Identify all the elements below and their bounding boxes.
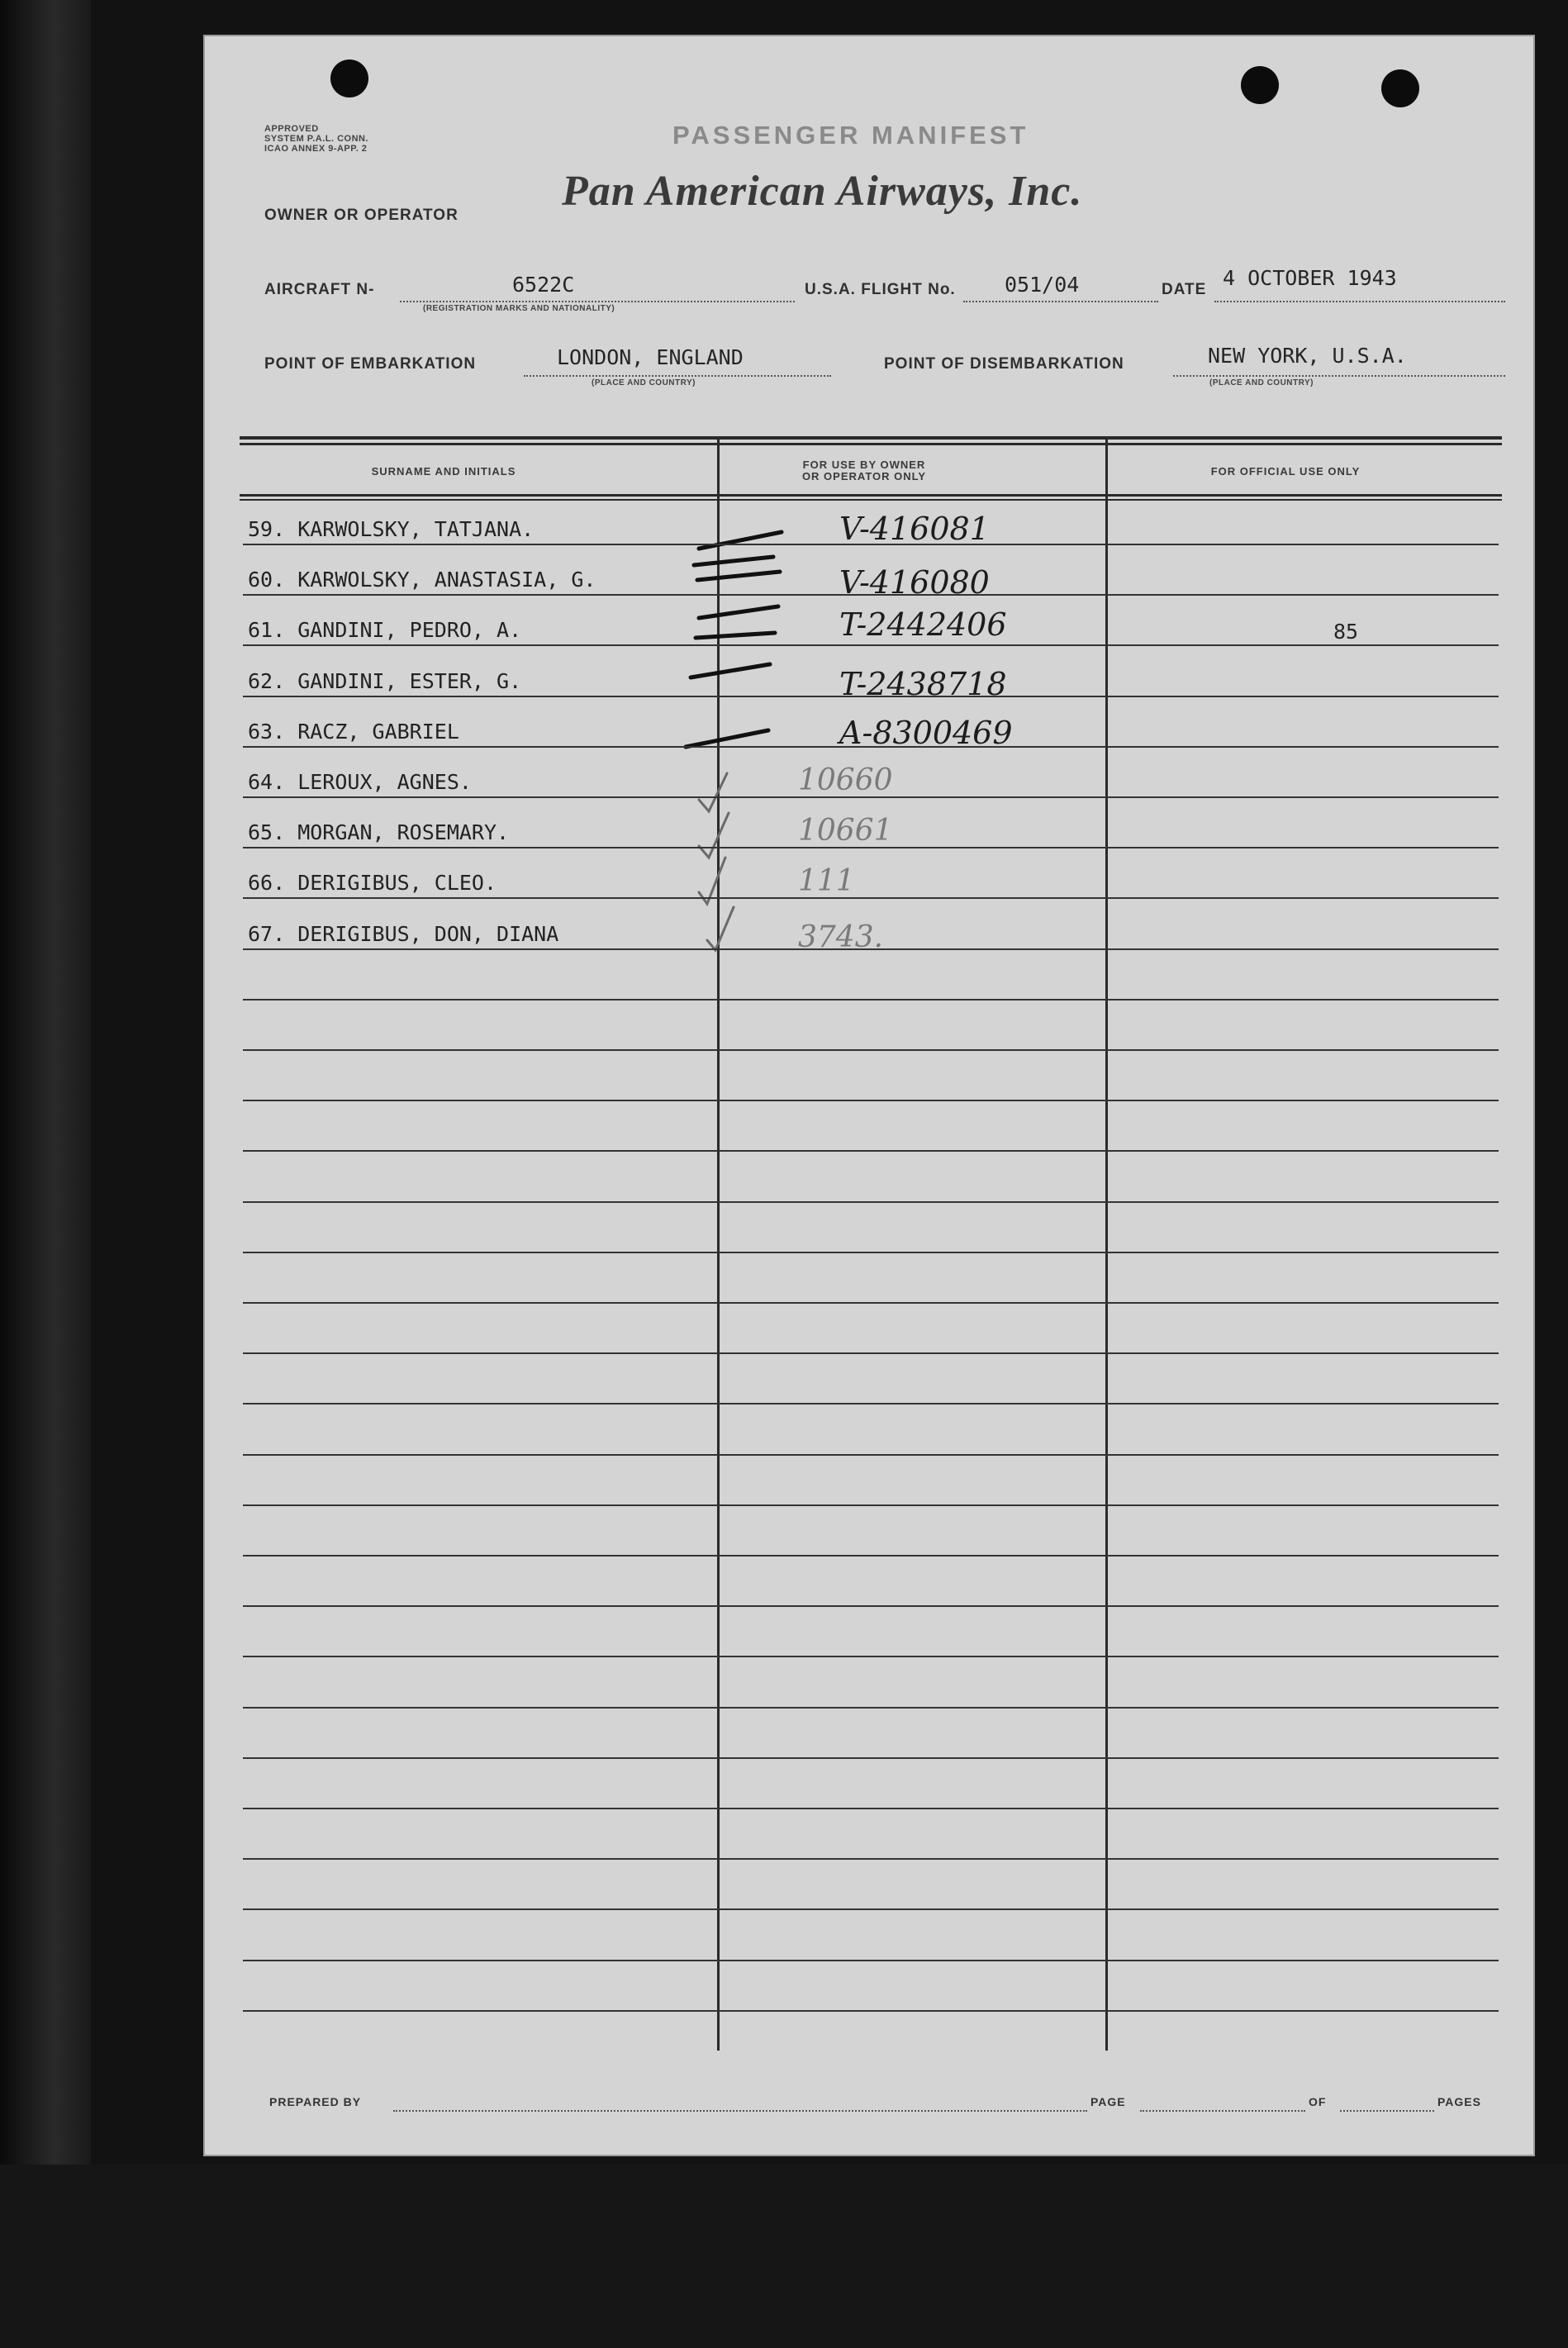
dash-mark <box>697 572 780 580</box>
passenger-name: 64. LEROUX, AGNES. <box>248 770 472 794</box>
aircraft-label: AIRCRAFT N- <box>264 281 375 298</box>
row-rule <box>243 1808 1499 1809</box>
official-code: 85 <box>1333 620 1359 644</box>
passenger-name: 65. MORGAN, ROSEMARY. <box>248 820 510 844</box>
passenger-name: 61. GANDINI, PEDRO, A. <box>248 618 522 642</box>
passenger-name: 63. RACZ, GABRIEL <box>248 720 459 744</box>
column-header-official: FOR OFFICIAL USE ONLY <box>1210 465 1361 478</box>
flight-label: U.S.A. FLIGHT No. <box>805 281 956 298</box>
stamp-line: SYSTEM P.A.L. CONN. <box>264 134 369 144</box>
of-line <box>1340 2110 1434 2112</box>
row-rule <box>243 1605 1499 1607</box>
passenger-name: 66. DERIGIBUS, CLEO. <box>248 871 497 895</box>
document-number: T-2438718 <box>839 666 1007 702</box>
row-rule <box>243 1049 1499 1051</box>
document-number: 3743. <box>798 920 884 954</box>
row-rule <box>243 1757 1499 1759</box>
approval-stamp <box>264 124 368 154</box>
embarkation-value: LONDON, ENGLAND <box>557 345 744 369</box>
header-bottom-rule <box>240 494 1502 497</box>
row-rule <box>243 1302 1499 1304</box>
row-rule <box>243 1352 1499 1354</box>
row-rule <box>243 1100 1499 1101</box>
film-frame-left <box>0 0 91 2348</box>
dash-mark <box>696 633 775 638</box>
row-rule <box>243 1707 1499 1709</box>
row-rule <box>243 1252 1499 1253</box>
row-rule <box>243 2010 1499 2012</box>
embarkation-underline <box>524 375 831 377</box>
document-number: 10660 <box>798 763 893 797</box>
aircraft-underline <box>400 301 795 302</box>
embarkation-sublabel: (PLACE AND COUNTRY) <box>592 378 696 387</box>
punch-hole <box>1381 69 1419 107</box>
document-number: V-416080 <box>839 564 990 601</box>
document-number: T-2442406 <box>839 606 1007 643</box>
row-rule <box>243 1960 1499 1961</box>
punch-hole <box>330 59 368 97</box>
dash-mark <box>694 557 773 565</box>
row-rule <box>243 1858 1499 1860</box>
dash-mark <box>699 532 782 549</box>
document-number: 111 <box>798 864 855 898</box>
row-rule <box>243 897 1499 899</box>
aircraft-sublabel: (REGISTRATION MARKS AND NATIONALITY) <box>423 304 615 313</box>
header-bottom-rule <box>240 499 1502 501</box>
document-number: A-8300469 <box>839 715 1013 751</box>
film-frame-bottom <box>0 2165 1568 2348</box>
disembarkation-underline <box>1173 375 1505 377</box>
page-line <box>1140 2110 1305 2112</box>
disembarkation-value: NEW YORK, U.S.A. <box>1208 344 1407 368</box>
row-rule <box>243 1150 1499 1152</box>
column-header-operator: OR OPERATOR ONLY <box>801 470 927 482</box>
flight-value: 051/04 <box>1005 273 1080 297</box>
embarkation-label: POINT OF EMBARKATION <box>264 355 477 373</box>
form-title: PASSENGER MANIFEST <box>672 121 1029 150</box>
date-label: DATE <box>1162 281 1207 298</box>
row-rule <box>243 1908 1499 1910</box>
row-rule <box>243 1454 1499 1456</box>
owner-label: OWNER OR OPERATOR <box>264 207 459 224</box>
column-header-surname: SURNAME AND INITIALS <box>371 465 516 478</box>
dash-mark <box>699 606 778 618</box>
manifest-sheet <box>203 35 1535 2156</box>
page-label: PAGE <box>1090 2095 1126 2108</box>
passenger-name: 62. GANDINI, ESTER, G. <box>248 669 522 693</box>
row-rule <box>243 999 1499 1001</box>
document-number: 10661 <box>798 814 893 848</box>
dash-mark <box>691 664 770 677</box>
passenger-name: 67. DERIGIBUS, DON, DIANA <box>248 922 559 946</box>
disembarkation-sublabel: (PLACE AND COUNTRY) <box>1209 378 1314 387</box>
row-rule <box>243 1201 1499 1203</box>
table-top-rule <box>240 436 1502 440</box>
disembarkation-label: POINT OF DISEMBARKATION <box>884 355 1124 373</box>
passenger-name: 60. KARWOLSKY, ANASTASIA, G. <box>248 568 596 592</box>
column-header-operator: FOR USE BY OWNER <box>802 459 926 471</box>
row-rule <box>243 1656 1499 1657</box>
passenger-name: 59. KARWOLSKY, TATJANA. <box>248 517 535 541</box>
of-label: OF <box>1309 2095 1327 2108</box>
check-mark <box>699 813 729 858</box>
prepared-by-line <box>393 2110 1087 2112</box>
table-top-rule <box>240 443 1502 445</box>
row-rule <box>243 1504 1499 1506</box>
company-name: Pan American Airways, Inc. <box>562 168 1083 215</box>
date-value: 4 OCTOBER 1943 <box>1223 266 1397 290</box>
row-rule <box>243 1403 1499 1405</box>
prepared-by-label: PREPARED BY <box>269 2095 362 2108</box>
aircraft-value: 6522C <box>512 273 575 297</box>
check-mark <box>699 773 727 811</box>
punch-hole <box>1241 66 1279 104</box>
pages-label: PAGES <box>1437 2095 1481 2108</box>
dash-mark <box>686 730 768 747</box>
check-mark <box>707 907 734 950</box>
row-rule <box>243 1555 1499 1557</box>
stamp-line: APPROVED <box>264 124 319 134</box>
row-rule <box>243 644 1499 646</box>
document-number: V-416081 <box>839 511 990 547</box>
flight-underline <box>963 301 1158 302</box>
stamp-line: ICAO ANNEX 9-APP. 2 <box>264 144 368 154</box>
date-underline <box>1214 301 1505 302</box>
